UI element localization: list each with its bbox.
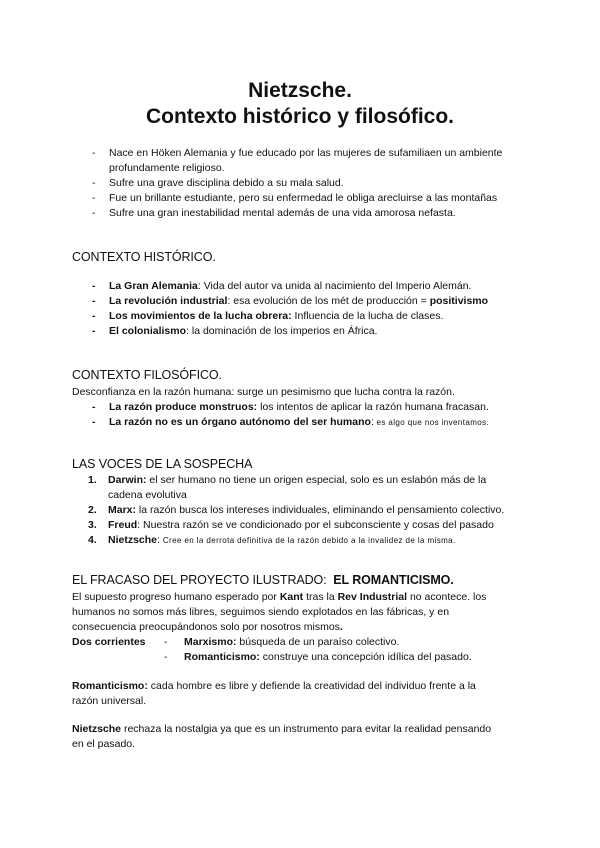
romanticismo-paragraph: Romanticismo: cada hombre es libre y defiende la creatividad del individuo frente a la razón universal. (72, 680, 476, 707)
intro-bullet: - Fue un brillante estudiante, pero su enfermedad le obliga arecluirse a las montañas (92, 192, 498, 204)
section-heading-filosofico: CONTEXTO FILOSÓFICO. (72, 368, 222, 382)
historico-item: - Los movimientos de la lucha obrera: Influencia de la lucha de clases. (92, 310, 444, 322)
sospecha-item: 2. Marx: la razón busca los intereses individuales, eliminando el pensamiento colectivo. (88, 504, 505, 516)
bullet-dash: - (92, 207, 96, 219)
intro-bullet: - Sufre una gran inestabilidad mental además de una vida amorosa nefasta. (92, 207, 456, 219)
nietzsche-paragraph: Nietzsche rechaza la nostalgia ya que es un instrumento para evitar la realidad pensando en el pasado. (72, 723, 492, 750)
page-title: Nietzsche. (248, 79, 352, 102)
historico-item: - La revolución industrial: esa evolución de los mét de producción = positivismo (92, 295, 489, 307)
sospecha-item: 3. Freud: Nuestra razón se ve condicionado por el subconsciente y cosas del pasado (88, 519, 494, 531)
historico-item: - El colonialismo: la dominación de los imperios en África. (92, 325, 378, 337)
intro-bullet: - Nace en Höken Alemania y fue educado por las mujeres de sufamiliaen un ambiente profundamente religioso. (92, 147, 503, 174)
filosofico-item: - La razón no es un órgano autónomo del ser humano: es algo que nos inventamos. (92, 416, 490, 428)
section-heading-sospecha: LAS VOCES DE LA SOSPECHA (72, 457, 253, 471)
intro-bullet: - Sufre una grave disciplina debido a su mala salud. (92, 177, 344, 189)
page-subtitle: Contexto histórico y filosófico. (145, 105, 455, 128)
section-heading-historico: CONTEXTO HISTÓRICO. (72, 250, 216, 264)
corriente-item: - Romanticismo: construye una concepción idílica del pasado. (164, 651, 472, 663)
fracaso-paragraph: El supuesto progreso humano esperado por Kant tras la Rev Industrial no acontece. los humanos no somos más libres, seguimos siendo explotados en las fábricas, y en consecuencia preocupándonos solo por nosotros mismos. (72, 591, 487, 633)
historico-item: - La Gran Alemania: Vida del autor va unida al nacimiento del Imperio Alemán. (92, 280, 472, 292)
bullet-dash: - (92, 192, 96, 204)
sospecha-item: 1. Darwin: el ser humano no tiene un origen especial, solo es un eslabón más de la cadena evolutiva (88, 474, 487, 501)
bullet-dash: - (92, 177, 96, 189)
dos-corrientes-label: Dos corrientes (72, 636, 146, 648)
filosofico-item: - La razón produce monstruos: los intentos de aplicar la razón humana fracasan. (92, 401, 489, 413)
corriente-item: - Marxismo: búsqueda de un paraíso colectivo. (164, 636, 400, 648)
section-heading-fracaso: EL FRACASO DEL PROYECTO ILUSTRADO: EL ROMANTICISMO. (72, 573, 454, 587)
sospecha-item: 4. Nietzsche: Cree en la derrota definitiva de la razón debido a la invalidez de la misma. (88, 534, 456, 546)
bullet-dash: - (92, 147, 96, 159)
filosofico-intro: Desconfianza en la razón humana: surge un pesimismo que lucha contra la razón. (72, 386, 455, 398)
